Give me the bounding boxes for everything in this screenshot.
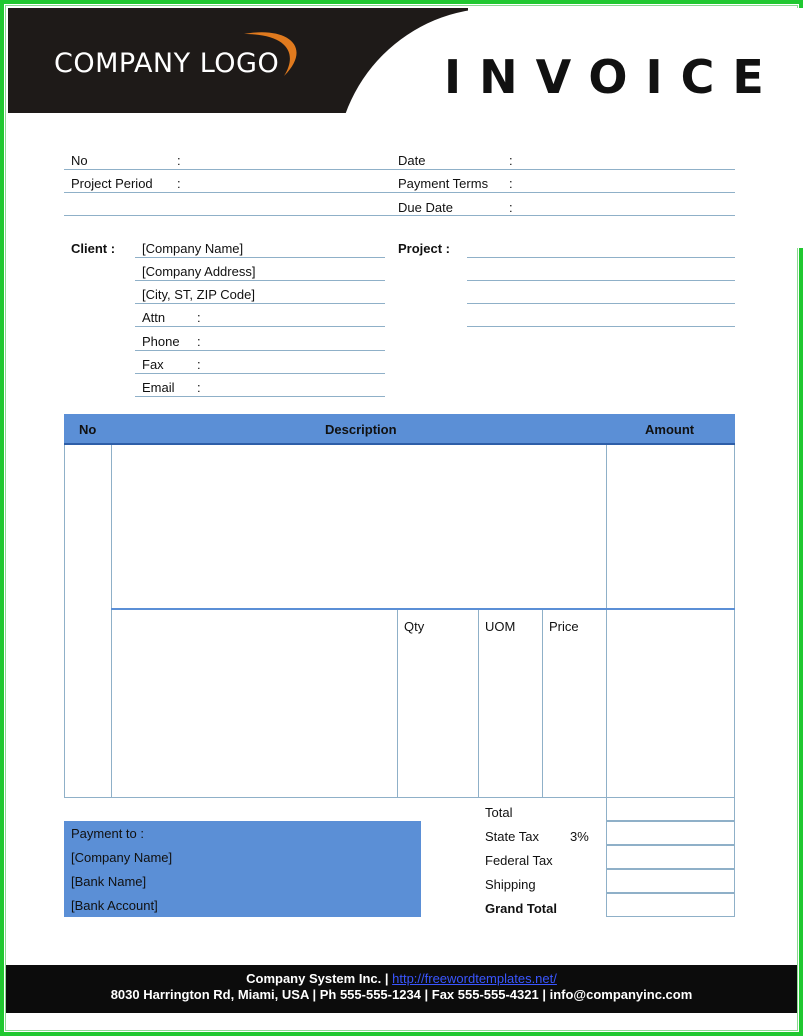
client-line xyxy=(135,350,385,351)
date-label: Date xyxy=(398,153,426,168)
qty-header: Qty xyxy=(404,619,425,634)
divider xyxy=(64,192,735,193)
divider xyxy=(64,215,735,216)
table-section-divider xyxy=(111,608,735,610)
project-label: Project : xyxy=(398,241,451,256)
client-line xyxy=(135,326,385,327)
footer-bar xyxy=(6,965,797,1013)
state-tax-rate: 3% xyxy=(570,829,589,844)
payment-terms-colon: : xyxy=(509,176,513,191)
table-border-left xyxy=(64,445,65,798)
invoice-title: INVOICE xyxy=(444,50,782,104)
client-line xyxy=(135,373,385,374)
footer-company: Company System Inc. | xyxy=(246,971,389,986)
state-tax-value-cell xyxy=(606,821,735,845)
col-no-header: No xyxy=(79,422,97,437)
client-line xyxy=(135,257,385,258)
shipping-value-cell xyxy=(606,869,735,893)
total-value-cell xyxy=(606,797,735,821)
uom-header: UOM xyxy=(485,619,516,634)
client-company-name: [Company Name] xyxy=(142,241,244,256)
table-border-bottom xyxy=(64,797,606,798)
no-colon: : xyxy=(177,153,181,168)
table-col-divider xyxy=(478,610,479,798)
federal-tax-label: Federal Tax xyxy=(485,853,553,868)
due-date-colon: : xyxy=(509,200,513,215)
col-description-header: Description xyxy=(325,422,397,437)
total-label: Total xyxy=(485,805,513,820)
client-phone-label: Phone xyxy=(142,334,180,349)
grand-total-value-cell xyxy=(606,893,735,917)
payment-bank-account: [Bank Account] xyxy=(71,898,158,913)
payment-to-title: Payment to : xyxy=(71,826,144,841)
payment-company-name: [Company Name] xyxy=(71,850,173,865)
project-line xyxy=(467,257,735,258)
due-date-label: Due Date xyxy=(398,200,453,215)
project-period-colon: : xyxy=(177,176,181,191)
grand-total-label: Grand Total xyxy=(485,901,557,916)
project-period-label: Project Period xyxy=(71,176,153,191)
client-label: Client : xyxy=(71,241,116,256)
items-table-header xyxy=(64,414,735,445)
client-email-label: Email xyxy=(142,380,175,395)
client-fax-label: Fax xyxy=(142,357,164,372)
client-fax-colon: : xyxy=(197,357,201,372)
client-line xyxy=(135,280,385,281)
client-company-address: [Company Address] xyxy=(142,264,256,279)
no-label: No xyxy=(71,153,88,168)
logo-swoosh-icon xyxy=(236,28,308,84)
client-attn-colon: : xyxy=(197,310,201,325)
table-col-divider xyxy=(542,610,543,798)
client-attn-label: Attn xyxy=(142,310,166,325)
client-line xyxy=(135,396,385,397)
price-header: Price xyxy=(549,619,579,634)
footer-line-1 xyxy=(6,971,797,986)
table-col-divider xyxy=(111,445,112,798)
company-logo-text: COMPANY LOGO xyxy=(54,48,280,79)
payment-terms-label: Payment Terms xyxy=(398,176,489,191)
federal-tax-value-cell xyxy=(606,845,735,869)
payment-to-box xyxy=(64,821,421,917)
shipping-label: Shipping xyxy=(485,877,536,892)
project-line xyxy=(467,280,735,281)
payment-bank-name: [Bank Name] xyxy=(71,874,147,889)
table-col-divider xyxy=(397,610,398,798)
date-colon: : xyxy=(509,153,513,168)
client-city-st-zip: [City, ST, ZIP Code] xyxy=(142,287,255,302)
project-line xyxy=(467,326,735,327)
client-line xyxy=(135,303,385,304)
divider xyxy=(64,169,735,170)
col-amount-header: Amount xyxy=(645,422,695,437)
project-line xyxy=(467,303,735,304)
state-tax-label: State Tax xyxy=(485,829,539,844)
client-email-colon: : xyxy=(197,380,201,395)
footer-website-link[interactable]: http://freewordtemplates.net/ xyxy=(392,971,557,986)
client-phone-colon: : xyxy=(197,334,201,349)
footer-contact-line: 8030 Harrington Rd, Miami, USA | Ph 555-555-1234 | Fax 555-555-4321 | info@companyinc.com xyxy=(110,987,693,1002)
